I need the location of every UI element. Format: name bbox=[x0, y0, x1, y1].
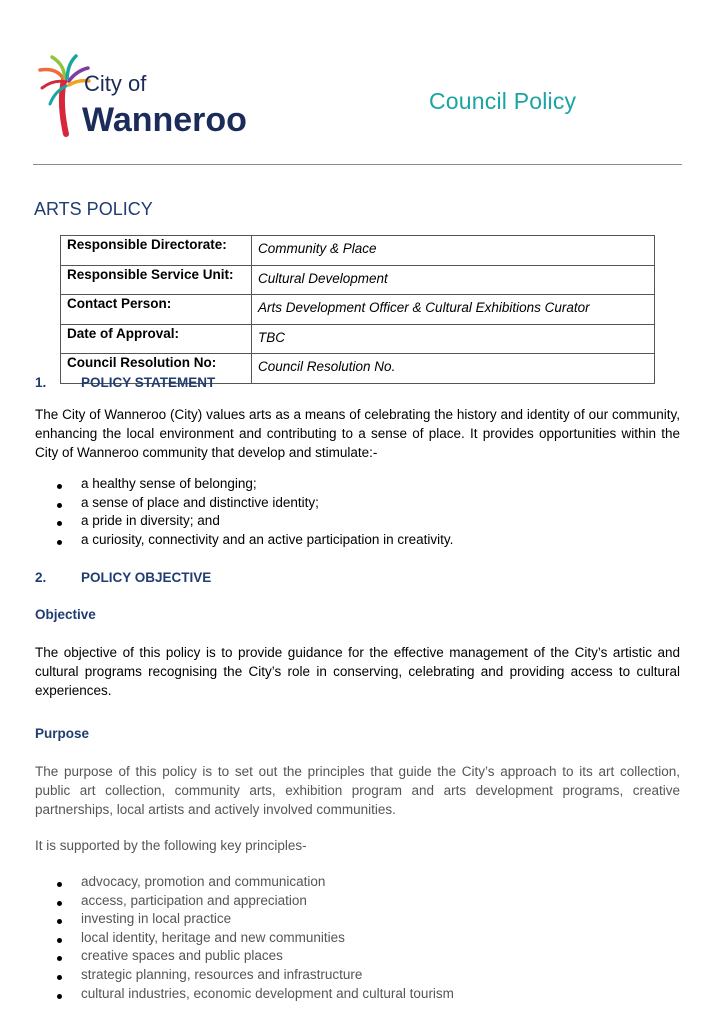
list-item: a pride in diversity; and bbox=[52, 512, 672, 531]
list-item: cultural industries, economic development and cultural tourism bbox=[52, 985, 672, 1004]
list-item: a sense of place and distinctive identity; bbox=[52, 494, 672, 513]
purpose-paragraph: The purpose of this policy is to set out the principles that guide the City’s approach to its art collection, public art collection, community arts, exhibition program and arts development programs, creative partnerships, local artists and actively involved communities. bbox=[35, 764, 680, 817]
objective-heading: Objective bbox=[35, 607, 96, 622]
list-item: a curiosity, connectivity and an active participation in creativity. bbox=[52, 531, 672, 550]
principles-intro: It is supported by the following key principles- bbox=[35, 838, 307, 853]
statement-bullet-list bbox=[52, 475, 672, 549]
row-label: Date of Approval: bbox=[61, 324, 252, 354]
policy-statement-paragraph: The City of Wanneroo (City) values arts as a means of celebrating the history and identity of our community, enhancing the local environment and contributing to a sense of place. It provides opportunities within the City of Wanneroo community that develop and stimulate:- bbox=[35, 407, 680, 460]
list-item: access, participation and appreciation bbox=[52, 892, 672, 911]
city-of-wanneroo-logo bbox=[36, 54, 266, 138]
header-divider bbox=[33, 164, 682, 165]
list-item: investing in local practice bbox=[52, 910, 672, 929]
section-1-heading bbox=[35, 375, 215, 390]
list-item: a healthy sense of belonging; bbox=[52, 475, 672, 494]
section-2-heading bbox=[35, 570, 211, 585]
objective-paragraph: The objective of this policy is to provide guidance for the effective management of the City’s artistic and cultural programs recognising the City’s role in conserving, celebrating and providing access to cultural experiences. bbox=[35, 645, 680, 698]
section-title: POLICY STATEMENT bbox=[81, 375, 216, 390]
logo-text-line1: City of bbox=[84, 71, 147, 96]
document-title: ARTS POLICY bbox=[34, 199, 153, 219]
section-title: POLICY OBJECTIVE bbox=[81, 570, 212, 585]
logo-text-line2: Wanneroo bbox=[82, 101, 247, 138]
table-row bbox=[61, 265, 655, 295]
row-value: Cultural Development bbox=[252, 265, 655, 295]
logo-mark bbox=[36, 54, 266, 138]
row-value: Arts Development Officer & Cultural Exhibitions Curator bbox=[252, 295, 655, 325]
list-item: strategic planning, resources and infrastructure bbox=[52, 966, 672, 985]
header-title: Council Policy bbox=[429, 88, 577, 114]
row-value: Council Resolution No. bbox=[252, 354, 655, 384]
section-number: 2. bbox=[35, 570, 47, 585]
row-label: Responsible Service Unit: bbox=[61, 265, 252, 295]
row-label: Responsible Directorate: bbox=[61, 236, 252, 266]
row-value: Community & Place bbox=[252, 236, 655, 266]
list-item: creative spaces and public places bbox=[52, 947, 672, 966]
table-row bbox=[61, 324, 655, 354]
policy-info-table bbox=[60, 235, 655, 384]
table-row bbox=[61, 236, 655, 266]
list-item: advocacy, promotion and communication bbox=[52, 873, 672, 892]
section-number: 1. bbox=[35, 375, 47, 390]
table-row bbox=[61, 295, 655, 325]
purpose-heading: Purpose bbox=[35, 726, 90, 741]
row-label: Council Resolution No: bbox=[61, 354, 252, 384]
list-item: local identity, heritage and new communities bbox=[52, 929, 672, 948]
row-label: Contact Person: bbox=[61, 295, 252, 325]
row-value: TBC bbox=[252, 324, 655, 354]
principles-bullet-list bbox=[52, 873, 672, 1003]
